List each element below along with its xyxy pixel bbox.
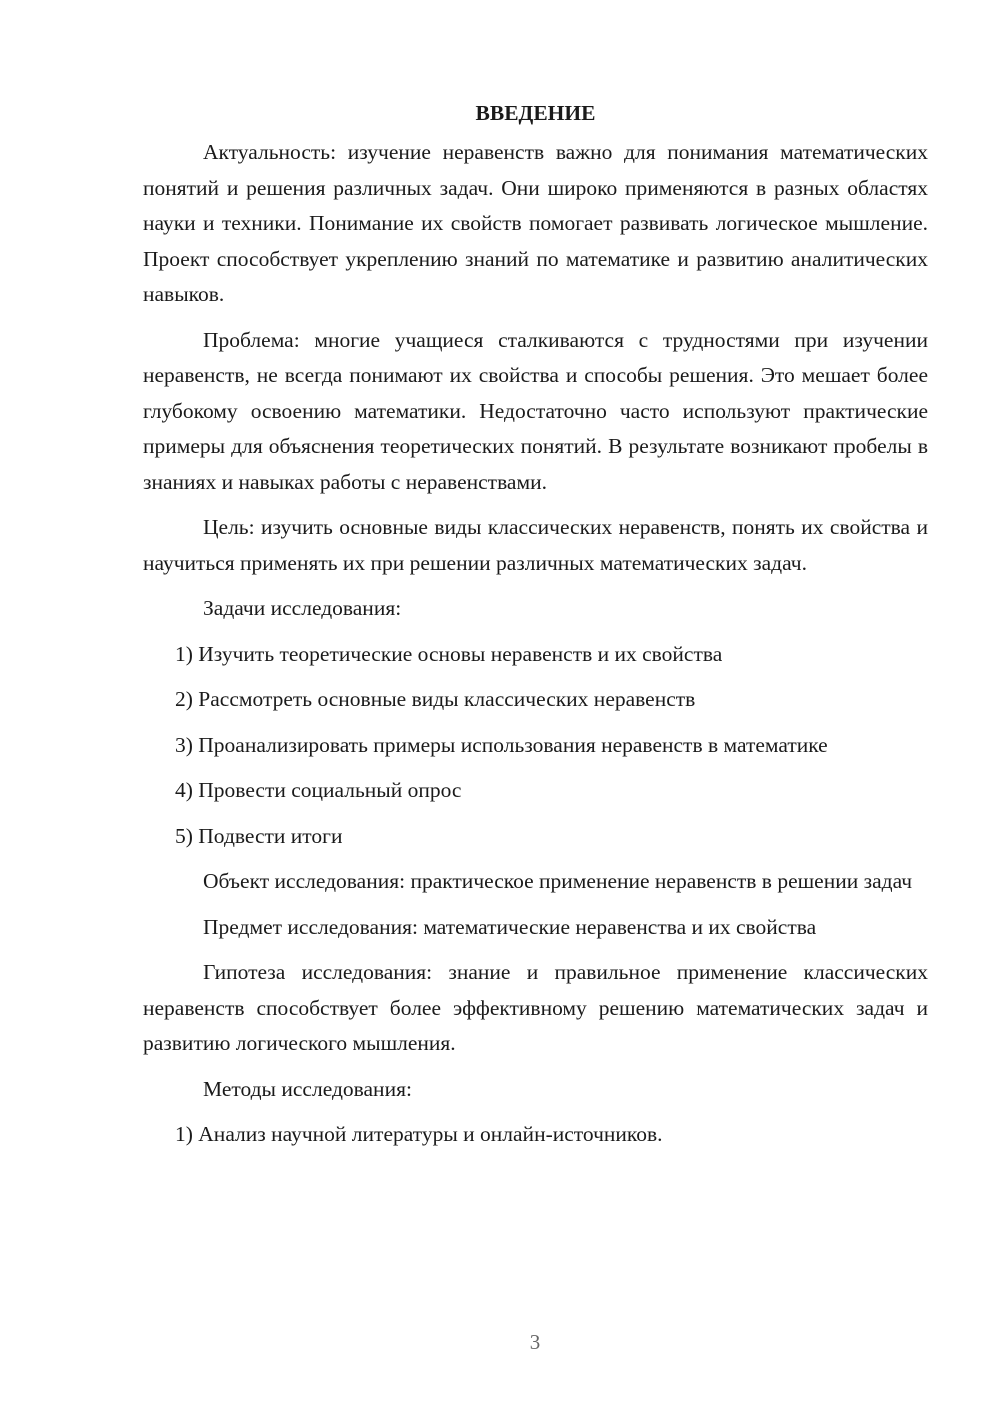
- object-paragraph: Объект исследования: практическое применение неравенств в решении задач: [203, 869, 913, 893]
- tasks-heading: Задачи исследования:: [203, 596, 402, 620]
- goal-paragraph: Цель: изучить основные виды классических неравенств, понять их свойства и научиться применять их при решении различных математических задач.: [143, 515, 928, 575]
- section-title: ВВЕДЕНИЕ: [475, 101, 596, 125]
- task-item-5: 5) Подвести итоги: [175, 823, 343, 848]
- hypothesis-paragraph: Гипотеза исследования: знание и правильное применение классических неравенств способствует более эффективному решению математических задач и развитию логического мышления.: [143, 960, 928, 1055]
- page-number: 3: [529, 1330, 541, 1354]
- methods-heading: Методы исследования:: [203, 1076, 412, 1101]
- task-item-2: 2) Рассмотреть основные виды классических неравенств: [175, 687, 696, 711]
- relevance-paragraph: Актуальность: изучение неравенств важно для понимания математических понятий и решения различных задач. Они широко применяются в разных областях науки и техники. Понимание их свойств помогает развивать логическое мышление. Проект способствует укреплению знаний по математике и развитию аналитических навыков.: [143, 140, 928, 306]
- problem-paragraph: Проблема: многие учащиеся сталкиваются с трудностями при изучении неравенств, не всегда понимают их свойства и способы решения. Это мешает более глубокому освоению математики. Недостаточно часто используют практические примеры для объяснения теоретических понятий. В результате возникают пробелы в знаниях и навыках работы с неравенствами.: [143, 327, 928, 494]
- method-item-1: 1) Анализ научной литературы и онлайн-источников.: [175, 1122, 663, 1146]
- subject-paragraph: Предмет исследования: математические неравенства и их свойства: [203, 914, 817, 939]
- task-item-3: 3) Проанализировать примеры использования неравенств в математике: [175, 732, 828, 757]
- task-item-1: 1) Изучить теоретические основы неравенств и их свойства: [175, 641, 723, 666]
- document-page: [143, 96, 928, 1163]
- task-item-4: 4) Провести социальный опрос: [175, 778, 462, 802]
